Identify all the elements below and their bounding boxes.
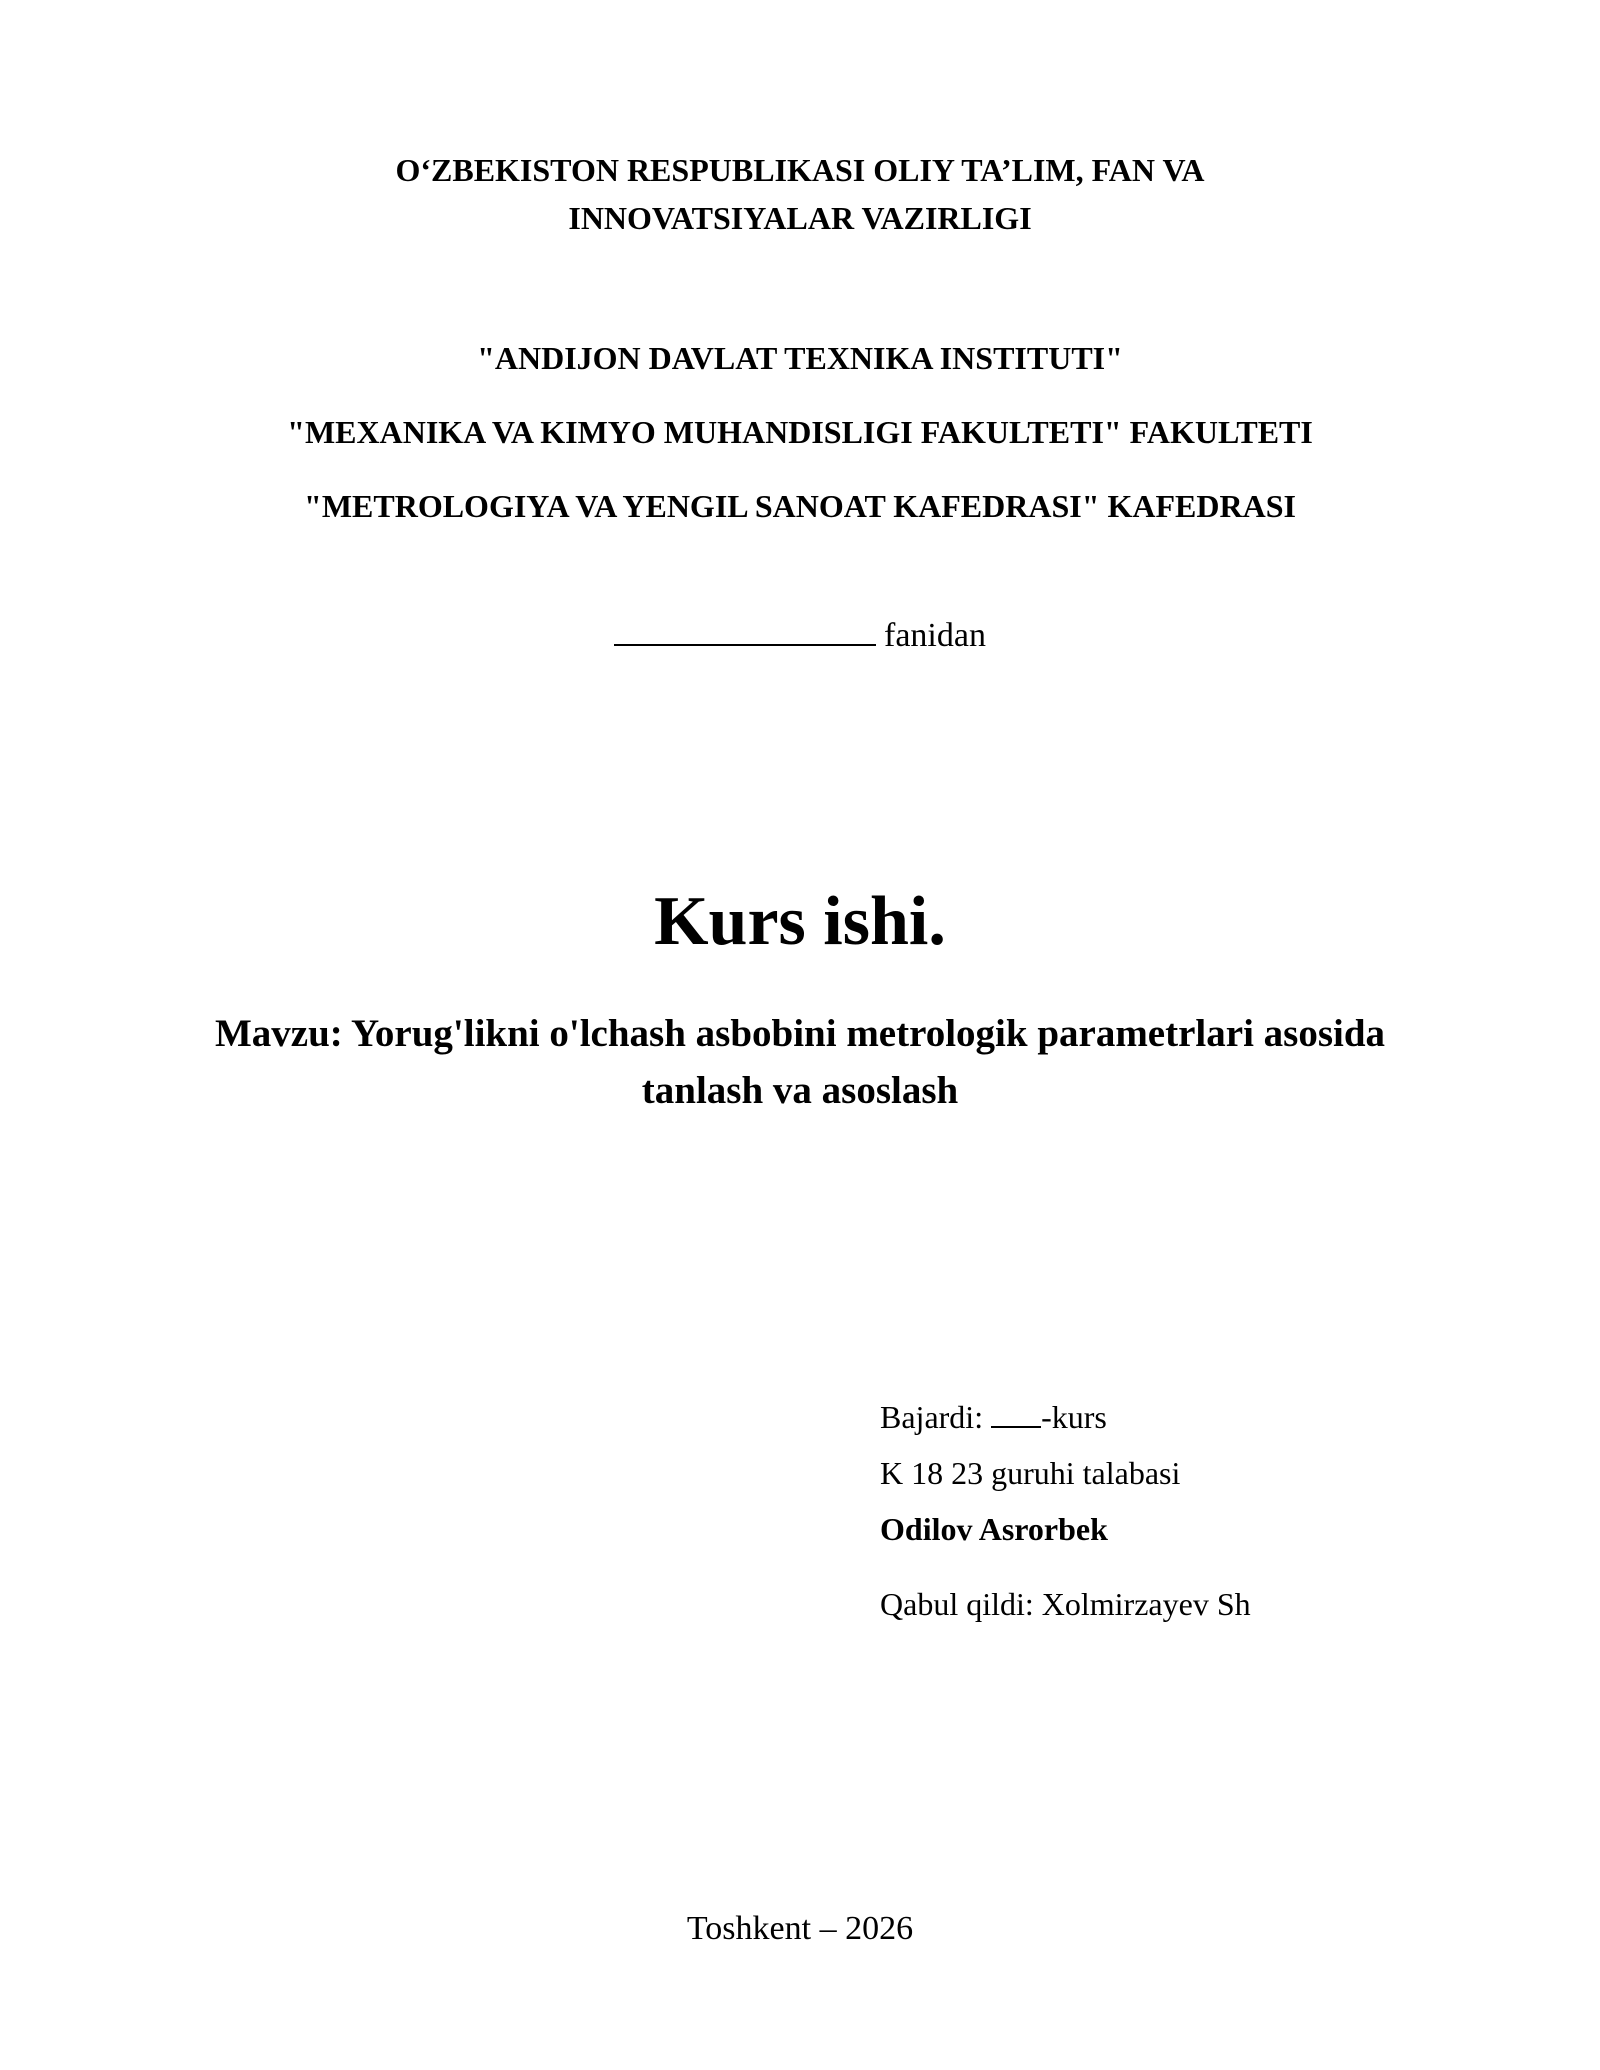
- performed-by-line: [880, 1393, 1107, 1441]
- faculty-name: "MEXANIKA VA KIMYO MUHANDISLIGI FAKULTETI" FAKULTETI: [287, 414, 1313, 450]
- topic-line-2: tanlash va asoslash: [641, 1069, 959, 1112]
- accepted-by: Qabul qildi: Xolmirzayev Sh: [880, 1586, 1251, 1622]
- institute-name: "ANDIJON DAVLAT TEXNIKA INSTITUTI": [477, 340, 1123, 376]
- city-year: Toshkent – 2026: [686, 1910, 914, 1947]
- student-group: K 18 23 guruhi talabasi: [880, 1455, 1181, 1491]
- topic-line-1: Mavzu: Yorug'likni o'lchash asbobini metrologik parametrlari asosida: [214, 1012, 1386, 1055]
- document-title: Kurs ishi.: [654, 883, 946, 960]
- student-name: Odilov Asrorbek: [880, 1511, 1108, 1547]
- subject-blank: [614, 616, 876, 646]
- ministry-line-1: O‘ZBEKISTON RESPUBLIKASI OLIY TA’LIM, FAN VA: [395, 152, 1205, 188]
- subject-line: [0, 612, 1600, 660]
- performed-by-label: Bajardi:: [880, 1399, 984, 1435]
- ministry-line-2: INNOVATSIYALAR VAZIRLIGI: [568, 200, 1032, 236]
- course-suffix: -kurs: [1041, 1399, 1107, 1435]
- course-blank: [991, 1402, 1041, 1428]
- department-name: "METROLOGIYA VA YENGIL SANOAT KAFEDRASI" KAFEDRASI: [304, 488, 1296, 524]
- subject-suffix: fanidan: [884, 617, 986, 654]
